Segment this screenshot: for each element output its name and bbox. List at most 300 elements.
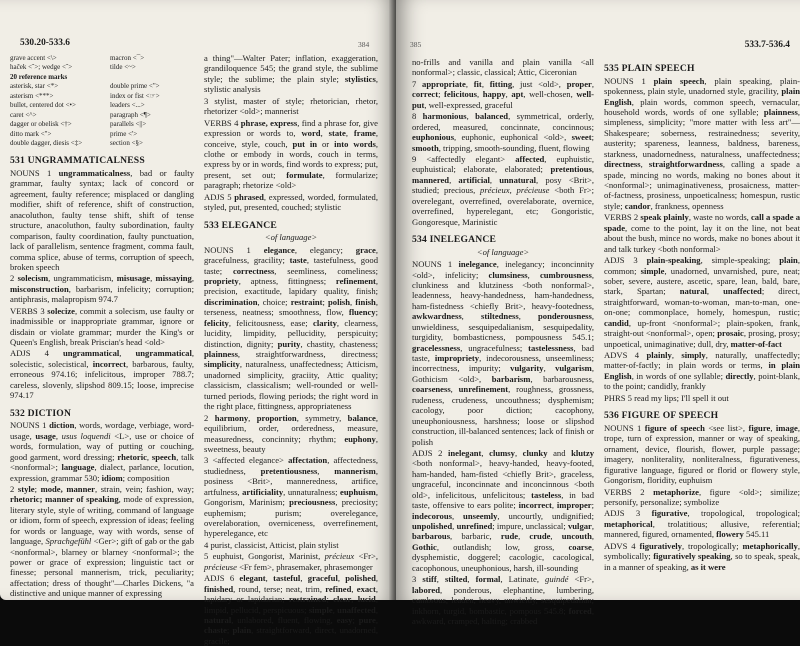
keyword-text: crude: [529, 531, 551, 542]
reference-mark-item: grave accent <\>: [10, 54, 57, 62]
body-text: , lapidary or lapidarian;: [204, 583, 378, 605]
keyword-text: incorrect: [92, 358, 126, 369]
keyword-text: language: [61, 462, 95, 473]
body-text: , just <old>,: [512, 78, 567, 89]
body-text: ,: [543, 363, 556, 374]
reference-marks-block: [10, 54, 194, 148]
keyword-text: figuratively speaking: [653, 551, 731, 562]
right-page-number: 385: [410, 40, 422, 49]
reference-mark-item: double prime <">: [110, 82, 160, 91]
keyword-text: diction: [49, 420, 75, 431]
keyword-text: usage: [35, 430, 56, 441]
entry-paragraph: [604, 255, 800, 349]
reference-mark-item: macron <¯>: [110, 54, 145, 62]
body-text: , barbarous, faulty, erroneous 974.16; infelicitous, improper 788.7; careless, slovenly, slipshod 809.15; loose, imprecise 974.17: [10, 358, 194, 401]
keyword-text: ponderousness: [538, 311, 592, 322]
keyword-text: harmonious: [422, 111, 467, 122]
keyword-text: grace: [355, 244, 376, 255]
keyword-text: happy: [482, 89, 506, 100]
entry-paragraph: [204, 53, 378, 95]
body-text: ,: [451, 510, 464, 521]
keyword-text: clumsiness: [488, 269, 528, 280]
left-column-2: [202, 52, 382, 646]
body-text: , indecorousness, unseemliness; incorrectness, impurity;: [412, 353, 594, 374]
keyword-text: frame: [353, 128, 376, 139]
keyword-text: sweet: [571, 132, 592, 143]
keyword-text: polish: [328, 296, 351, 307]
keyword-text: plainness: [763, 106, 798, 117]
entry-paragraph: [604, 393, 800, 403]
body-text: ,: [265, 573, 274, 584]
body-text: 2: [10, 483, 18, 494]
body-text: ,: [332, 604, 338, 615]
keyword-text: ungrammatical: [135, 348, 192, 359]
keyword-text: plain: [232, 625, 252, 636]
keyword-text: labored: [412, 584, 441, 595]
entry-paragraph: [204, 551, 378, 572]
keyword-text: elegant: [239, 573, 266, 584]
body-text: , clearness, lucidity, limpidity, pellucidity, perspicuity; distinction, dignity;: [204, 317, 378, 349]
body-text: , elegancy;: [294, 244, 356, 255]
body-text: ,: [150, 273, 156, 284]
entry-paragraph: [604, 76, 800, 212]
keyword-text: balanced: [475, 111, 509, 122]
keyword-text: vulgarity: [510, 363, 544, 374]
keyword-text: unrefinement: [458, 384, 509, 395]
keyword-text: rhetoric: [117, 451, 147, 462]
body-text: , symbolically;: [604, 540, 800, 562]
keyword-text: clarity: [313, 317, 337, 328]
body-text: , bad taste,: [412, 342, 594, 364]
keyword-text: speak plainly: [640, 212, 689, 223]
keyword-text: pretentiousness: [260, 465, 318, 476]
keyword-text: plain speech: [653, 75, 705, 86]
keyword-text: artificial: [458, 174, 490, 185]
keyword-text: flowery: [716, 529, 744, 540]
body-text: , so to speak, speak, in a manner of speaking,: [604, 551, 800, 572]
keyword-text: state: [328, 128, 346, 139]
body-text: , dysphemistic, doggerel; cacologic, cacological, cacophonous, uneuphonious, harsh, ill-sounding: [412, 541, 594, 573]
body-text: ,: [450, 384, 459, 395]
entry-paragraph: [412, 574, 594, 626]
keyword-text: unnatural: [499, 174, 537, 185]
reference-mark-item: parallels <||>: [110, 120, 147, 129]
keyword-text: metaphorically: [742, 540, 798, 551]
keyword-text: figure of speech: [644, 422, 705, 433]
body-text: ADJS 6: [204, 573, 240, 584]
reference-mark-item: hac̆ek <˘>; wedge <˘>: [10, 63, 73, 72]
reference-mark-item: tilde <~>: [110, 63, 136, 72]
body-text: ,: [550, 531, 562, 542]
body-text: , barbarism, infelicity; corruption; antiphrasis, malapropism 974.7: [10, 283, 194, 305]
body-text: , words, wordage, verbiage, word-usage,: [10, 420, 194, 441]
keyword-text: matter-of-fact: [730, 338, 782, 349]
keyword-text: plainness: [204, 349, 238, 360]
body-text: , straightforward, direct, unadorned, gracile;: [204, 625, 378, 646]
body-text: précieuse: [204, 561, 237, 572]
keyword-text: metaphorize: [653, 486, 699, 497]
keyword-text: metaphorical: [604, 518, 653, 529]
body-text: , uncourtly, undignified;: [497, 510, 594, 521]
body-text: stylist: [214, 95, 235, 106]
keyword-text: directness: [604, 159, 641, 170]
entry-paragraph: [204, 413, 378, 455]
keyword-text: unpolished: [412, 521, 453, 532]
entry-heading: 536 FIGURE OF SPEECH: [604, 410, 719, 422]
ref-list-left: [10, 54, 94, 148]
keyword-text: polished: [345, 573, 376, 584]
body-text: <Fr fem>, phrasemaker, phrasemonger: [236, 561, 373, 572]
entry-paragraph: [412, 448, 594, 573]
keyword-text: artificiality: [242, 486, 284, 497]
body-text: , simple-speaking;: [700, 255, 780, 266]
keyword-text: chaste: [204, 625, 227, 636]
body-text: 7: [412, 78, 423, 89]
keyword-text: stylistics: [344, 73, 376, 84]
body-text: , Latinate,: [500, 574, 546, 585]
entry-paragraph: [604, 487, 800, 508]
keyword-text: stiltedness: [480, 311, 519, 322]
body-text: ,: [345, 128, 354, 139]
keyword-text: exact: [356, 583, 376, 594]
keyword-text: clunky: [522, 447, 548, 458]
body-text: guindé: [545, 574, 569, 585]
body-text: , symmetrical, orderly, ordered, measured, concinnate, concinnous;: [412, 111, 594, 132]
keyword-text: proportion: [256, 412, 297, 423]
body-text: <Ger>; gift of gab or the gab <nonformal>, blarney or blarney <nonformal>; the power or grace of expression; linguistic tact or finesse; personal mannerism, trick, peculiarity; affectation; dress of thought"—Charles Dickens, "a distinctive and unique manner of expressing: [10, 536, 194, 599]
body-text: <both Fr>; overelegant, overrefined, overelaborate, overnice, overrefined, hyperelegant, etc; Gongoristic, Gongoresque, Marinistic: [412, 185, 594, 227]
body-text: 4 purist, classicist, Atticist, plain stylist: [204, 539, 339, 550]
keyword-text: felicity: [204, 317, 229, 328]
keyword-text: pure: [358, 614, 376, 625]
body-text: ,: [476, 89, 483, 100]
keyword-text: restraint: [290, 296, 323, 307]
body-text: , expressed, worded, formulated, styled, put, presented, couched; stylistic: [204, 191, 378, 213]
entry-heading: 532 DICTION: [10, 407, 72, 419]
body-text: , posy <Brit>, studied; precious,: [412, 174, 594, 196]
body-text: ,: [452, 521, 457, 532]
body-text: , simpleness, simplicity; "more matter with less art"—Shakespeare; soberness, restrainedness; severity, austerity; spareness, leanness, baldness, bareness, starkness, unadornedness, naturalness, unaffectedness;: [604, 106, 800, 159]
keyword-text: into words: [334, 138, 376, 149]
entry-paragraph: [412, 154, 594, 227]
body-text: VERBS 4: [204, 117, 241, 128]
body-text: ,: [465, 78, 474, 89]
body-text: , ungrammaticism,: [48, 273, 117, 284]
body-text: , tropological, tropological;: [687, 508, 800, 519]
keyword-text: image: [775, 422, 798, 433]
body-text: ,: [591, 521, 595, 532]
body-text: ; impure, unclassical;: [492, 521, 568, 532]
body-text: ,: [551, 500, 557, 511]
keyword-text: elegance: [263, 244, 295, 255]
body-text: , limpid, pellucid, perspicuous;: [204, 594, 378, 615]
keyword-text: mannerism: [334, 465, 376, 476]
body-text: ;: [438, 89, 445, 100]
entry-paragraph: [604, 508, 800, 539]
keyword-text: euphony: [344, 433, 376, 444]
entry-paragraph: [412, 111, 594, 153]
keyword-text: natural: [204, 614, 232, 625]
right-guide-words: 533.7-536.4: [744, 40, 790, 50]
body-text: ADJS 4: [10, 348, 63, 359]
body-text: précieux: [480, 185, 510, 196]
body-text: , Gongorism, Marinism;: [204, 486, 378, 508]
body-text: , preciosity; euphemism; purism; overelegance, overelaboration, overniceness, overrefinement, hyperelegance, etc: [204, 497, 378, 539]
entry-paragraph: [10, 168, 194, 272]
body-text: 3: [204, 95, 215, 106]
body-text: ,: [350, 296, 356, 307]
body-text: ,: [706, 286, 724, 297]
body-text: , strain, vein; fashion, way;: [94, 483, 194, 494]
entry-paragraph: [412, 79, 594, 110]
keyword-text: euphonious: [412, 132, 455, 143]
keyword-text: solecize: [47, 305, 75, 316]
keyword-text: mode, manner: [40, 483, 95, 494]
body-text: , ponderous, elephantine, lumbering, cumbrous, leaden, heavy, unwieldy, sesquipedalian; inkhorn, turgid, bombastic, pompous 545.8;: [412, 584, 594, 616]
body-text: , gracefulness, gracility;: [204, 244, 378, 266]
entry-heading: 531 UNGRAMMATICALNESS: [10, 155, 145, 167]
body-text: NOUNS 1: [204, 244, 264, 255]
reference-mark-item: bullet, centered dot <•>: [10, 101, 76, 110]
keyword-text: figuratively: [639, 540, 682, 551]
body-text: précieux: [324, 551, 355, 562]
body-text: , frankness, openness: [650, 200, 724, 211]
body-text: NOUNS 1: [10, 168, 59, 179]
body-text: , waste no words,: [688, 212, 751, 223]
keyword-text: pretentious: [550, 164, 592, 175]
keyword-text: well-put: [412, 89, 594, 110]
body-text: usus loquendi: [61, 430, 111, 441]
keyword-text: natural: [679, 286, 707, 297]
reference-mark-item: ditto mark <">: [10, 129, 52, 138]
keyword-text: word: [301, 128, 321, 139]
body-text: <both nonformal>, heavy-handed, heavy-footed, ham-handed, ham-fisted <chiefly Brit>, graceless, ungraceful, inconcinnate and inconcinnous <both old>, infelicitous, unfelicitous;: [412, 458, 594, 500]
keyword-text: simply: [681, 350, 706, 361]
right-column-1: [406, 56, 598, 626]
entry-paragraph: [10, 306, 194, 348]
body-text: , prosing, prosy; unpoetical, unimaginative; dull, dry,: [604, 328, 800, 349]
body-text: ,: [317, 465, 335, 476]
body-text: ;: [226, 625, 233, 636]
body-text: ,: [375, 573, 379, 584]
keyword-text: apt: [511, 89, 524, 100]
body-text: , posiness <Brit>, manneredness, artifice, artfulness,: [204, 465, 378, 497]
body-text: no-frills and vanilla and plain vanilla <all nonformal>; classic, classical; Attic, Ciceronian: [412, 57, 594, 78]
entry-subheading: <of language>: [476, 246, 530, 257]
keyword-text: affected: [515, 153, 545, 164]
body-text: , felicitousness, ease;: [228, 317, 314, 328]
body-text: , trolatitious; allusive, referential; mannered, figured, ornamented,: [604, 518, 800, 540]
keyword-text: misusage: [116, 273, 151, 284]
body-text: , euphuistic, euphuistical; elaborate, elaborated;: [412, 153, 594, 175]
body-text: ADVS 4: [604, 540, 640, 551]
body-text: , seemliness, comeliness;: [274, 265, 378, 276]
body-text: 545.11: [743, 529, 770, 540]
keyword-text: coarse: [568, 541, 592, 552]
body-text: , precision, exactitude, lapidary quality, finish;: [204, 275, 378, 297]
keyword-text: formulate: [286, 169, 323, 180]
body-text: ,: [509, 185, 517, 196]
body-text: , barbarousness,: [530, 373, 594, 384]
body-text: Sprachgefühl: [45, 536, 92, 547]
body-text: , affectedness, studiedness,: [204, 455, 378, 476]
body-text: , clothe or embody in words, couch in terms, express by or in words, find words to express; put, present, set out;: [204, 138, 378, 180]
keyword-text: candid: [604, 317, 629, 328]
keyword-text: ungrammaticalness: [58, 168, 131, 179]
entry-paragraph: [10, 484, 194, 599]
keyword-text: impropriety: [434, 353, 480, 364]
body-text: ,: [640, 159, 649, 170]
body-text: ;: [326, 594, 334, 605]
body-text: , Gothicism <old>,: [412, 363, 594, 384]
keyword-text: propriety: [204, 275, 239, 286]
body-text: ADJS 3: [604, 508, 652, 519]
left-page-number: 384: [358, 40, 370, 49]
body-text: , sweetness, beauty: [204, 433, 378, 454]
body-text: 8: [412, 111, 423, 122]
keyword-text: simple: [640, 265, 665, 276]
body-text: ,: [481, 78, 490, 89]
body-text: précieuse: [516, 185, 550, 196]
body-text: , point-blank, to the point; candidly, frankly: [604, 370, 800, 392]
body-text: , symmetry,: [296, 412, 348, 423]
keyword-text: uncouth: [561, 531, 592, 542]
right-column-2: [600, 56, 800, 600]
reference-mark-item: [110, 73, 194, 82]
keyword-text: finish: [355, 296, 376, 307]
reference-mark-item: index or fist <☞>: [110, 91, 160, 100]
keyword-text: missaying: [155, 273, 192, 284]
body-text: , mode of expression, literary style, style of writing, command of language or idiom, form of speech, expression of ideas; feeling for words or language, way with words, sense of language,: [10, 494, 195, 547]
body-text: ,: [146, 451, 152, 462]
entry-paragraph: [412, 259, 594, 447]
keyword-text: unaffected: [337, 604, 376, 615]
keyword-text: unaffected: [723, 286, 762, 297]
keyword-text: balance: [347, 412, 376, 423]
body-text: a thing"—Walter Pater; inflation, exaggeration, grandiloquence 545; the grand style, the sublime style; the sublime; the plain style;: [204, 53, 378, 84]
entry-paragraph: [204, 118, 378, 191]
body-text: , straightforwardness, directness;: [237, 349, 378, 360]
body-text: , unnaturalness;: [283, 486, 340, 497]
body-text: ,: [55, 430, 62, 441]
body-text: 3: [412, 574, 423, 585]
body-text: or: [317, 138, 335, 149]
body-text: ,: [591, 531, 595, 542]
body-text: , stylistic analysis: [204, 73, 378, 95]
body-text: , inelegancy; inconcinnity <old>, infelicity;: [412, 259, 594, 280]
body-text: 5 euphuist, Gongorist, Marinist,: [204, 551, 325, 562]
body-text: , ungracefulness;: [460, 342, 529, 353]
body-text: , trope, turn of expression, manner or way of speaking, ornament, device, flourish, flower, purple passage; imagery, nonliterality, nonliteralness, figurativeness, figurative language, figured or florid or flowery style, Gongorism, floridity, euphuism: [604, 422, 800, 486]
body-text: , bad or faulty grammar, faulty syntax; lack of concord or agreement, faulty reference; misplaced or dangling modifier, shift of reference, shift of construction, anacoluthon, faulty tense shift, shift of tense structure, anacoluthon, faulty subordination, faulty comparison, faulty coordination, faulty punctuation, lack of parallelism, sentence fragment, comma fault, comma splice, abuse of terms, corruption of speech, broken speech: [10, 168, 194, 272]
body-text: ,: [248, 412, 257, 423]
body-text: , solecistic, solecistical,: [10, 348, 194, 369]
keyword-text: harmony: [214, 412, 249, 423]
right-page: [396, 0, 800, 626]
body-text: ,: [518, 311, 539, 322]
keyword-text: solecism: [17, 273, 49, 284]
body-text: ,: [119, 348, 136, 359]
entry-paragraph: [412, 57, 594, 78]
body-text: , figure <old>; similize; personify, personalize; symbolize: [604, 486, 800, 507]
body-text: <L>, use or choice of words, formulation, way of putting or couching, good garment, word dressing;: [10, 430, 195, 462]
keyword-text: tasteful: [273, 573, 301, 584]
body-text: ,: [337, 573, 346, 584]
keyword-text: inelegant: [448, 447, 482, 458]
entry-paragraph: [10, 348, 194, 400]
entry-paragraph: [10, 273, 194, 304]
keyword-text: finished: [204, 583, 234, 594]
keyword-text: directly: [725, 370, 754, 381]
keyword-text: phrased: [234, 191, 264, 202]
keyword-text: smooth: [412, 142, 439, 153]
keyword-text: candor: [624, 200, 651, 211]
body-text: ADJS 5: [204, 191, 235, 202]
keyword-text: misconstruction: [10, 283, 69, 294]
keyword-text: in plain English: [604, 360, 800, 381]
body-text: read my lips; I'll spell it out: [634, 392, 729, 403]
body-text: , formularize; paragraph; rhetorize <old>: [204, 169, 378, 191]
body-text: , awkward, cramped, halting; crabbed: [412, 605, 594, 626]
keyword-text: restrained: [288, 594, 327, 605]
left-column-1: [6, 52, 198, 600]
keyword-text: tasteless: [531, 489, 562, 500]
keyword-text: figurative: [651, 508, 688, 519]
body-text: , well-chosen,: [523, 89, 577, 100]
body-text: ,: [591, 164, 594, 175]
body-text: , plain words, common speech, vernacular, household words, words of one syllable;: [604, 96, 800, 117]
body-text: ,: [514, 447, 523, 458]
body-text: ,: [591, 78, 594, 89]
keyword-text: gracelessness: [412, 342, 461, 353]
body-text: , up-front <nonformal>; plain-spoken, frank, straight-out <nonformal>, open;: [604, 317, 800, 339]
body-text: NOUNS 1: [604, 422, 645, 433]
keyword-text: clear: [333, 594, 352, 605]
entry-subheading: <of language>: [264, 232, 318, 243]
body-text: ADJS 3: [604, 255, 647, 266]
body-text: ,: [481, 447, 490, 458]
keyword-text: graceful: [307, 573, 338, 584]
body-text: ;: [591, 132, 594, 143]
body-text: ; composition: [122, 472, 170, 483]
body-text: , commit a solecism, use faulty or inadmissible or inappropriate grammar, ignore or disdain or violate grammar; murder the King's or Queen's English, break Priscian's head <old>: [10, 305, 194, 348]
body-text: , choice;: [257, 296, 291, 307]
body-text: ADVS 4: [604, 350, 647, 361]
body-text: , tripping, smooth-sounding, fluent, flowing: [438, 142, 590, 153]
body-text: , common;: [604, 255, 800, 276]
body-text: NOUNS 1: [412, 259, 459, 270]
body-text: , naturally, unaffectedly; matter-of-factly; in plain words or terms,: [604, 350, 800, 371]
reference-mark-item: 20 reference marks: [10, 72, 68, 81]
body-text: NOUNS 1: [10, 420, 50, 431]
body-text: , tropologically;: [681, 540, 743, 551]
keyword-text: plain: [779, 255, 798, 266]
body-text: and: [547, 447, 572, 458]
body-text: , come to the point, lay it on the line, not beat about the bush, mince no words, make no bones about it and talk turkey <both nonformal>: [604, 222, 800, 254]
keyword-text: put in: [292, 138, 318, 149]
body-text: , outlandish; low, gross,: [436, 541, 569, 552]
keyword-text: lucid: [357, 594, 376, 605]
body-text: 9 <affectedly elegant>: [412, 153, 516, 164]
body-text: ,: [300, 573, 308, 584]
body-text: , dialect, parlance, locution, expression, grammar 530;: [10, 462, 194, 483]
body-text: ,: [466, 111, 476, 122]
keyword-text: barbarous: [412, 531, 451, 542]
keyword-text: simplicity: [204, 359, 240, 370]
body-text: ;: [322, 296, 329, 307]
keyword-text: discrimination: [204, 296, 258, 307]
body-text: ;: [591, 500, 595, 511]
